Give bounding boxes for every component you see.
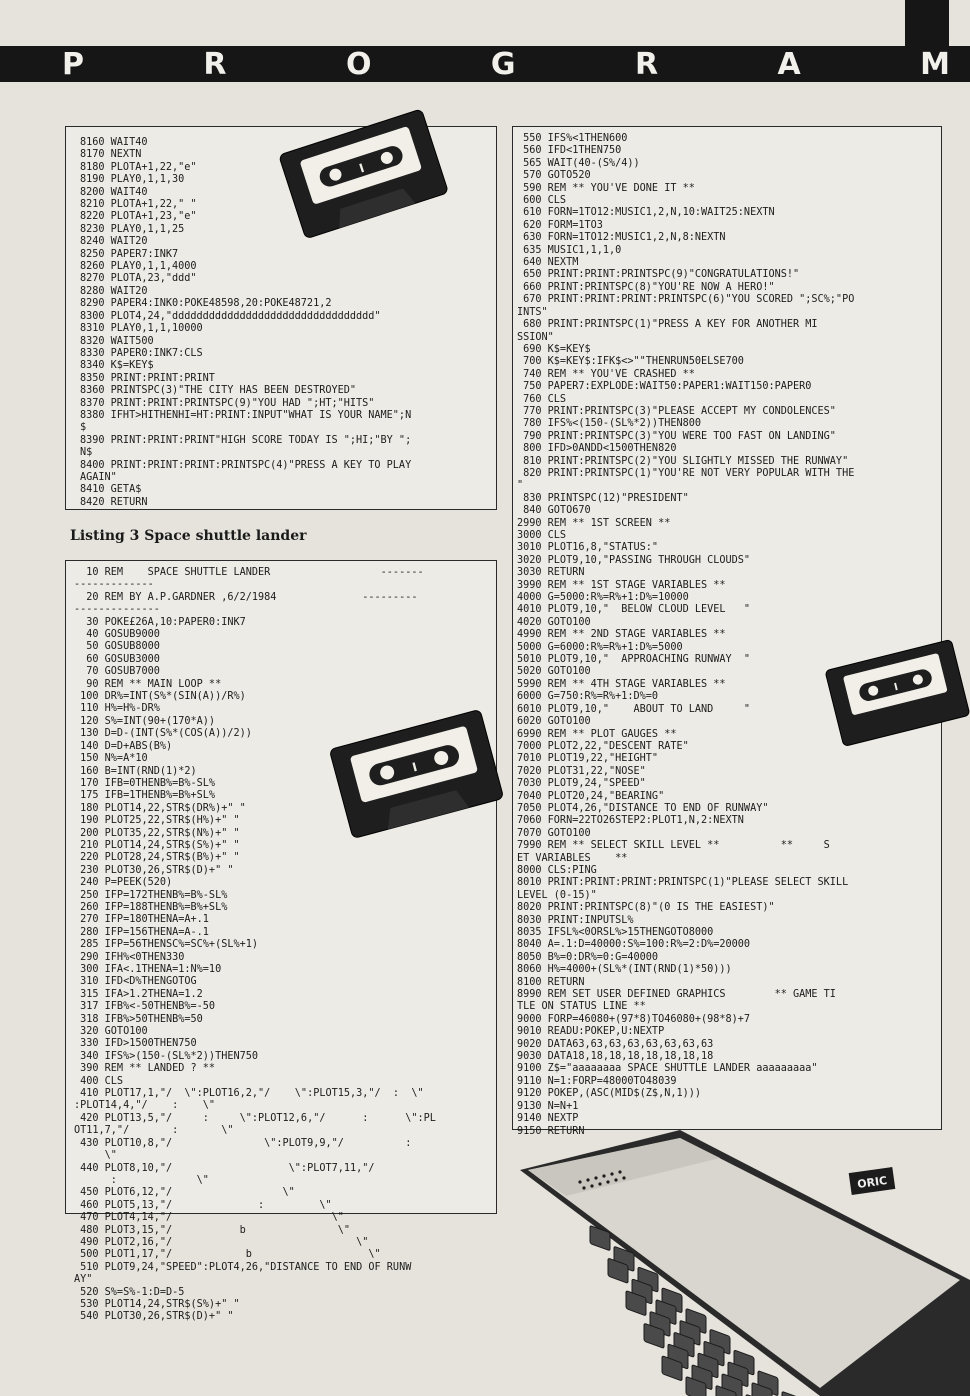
banner-letter: A: [777, 46, 803, 82]
code-line: 210 PLOT14,24,STR$(S%)+" ": [74, 839, 240, 851]
banner-letter: G: [490, 46, 518, 82]
code-line: 140 D=D+ABS(B%): [74, 740, 173, 752]
code-line: INTS": [517, 306, 548, 318]
code-line: 8380 IFHT>HITHENHI=HT:PRINT:INPUT"WHAT IS YOUR NAME";N: [80, 409, 412, 421]
code-line: --------------: [74, 604, 160, 616]
code-line: 30 POKE£26A,10:PAPER0:INK7: [74, 616, 246, 628]
code-line: TLE ON STATUS LINE **: [517, 1001, 646, 1013]
listing-left-box: [65, 560, 497, 1323]
code-line: 9100 Z$="aaaaaaaa SPACE SHUTTLE LANDER aaaaaaaaa": [517, 1063, 818, 1075]
code-line: 530 PLOT14,24,STR$(S%)+" ": [74, 1298, 240, 1310]
code-line: LEVEL (0-15)": [517, 889, 597, 901]
code-line: 7030 PLOT9,24,"SPEED": [517, 778, 646, 790]
code-line: 8310 PLAY0,1,1,10000: [80, 323, 203, 335]
code-line: 560 IFD<1THEN750: [517, 145, 622, 157]
code-line: 8410 GETA$: [80, 484, 142, 496]
code-line: 170 IFB=0THENB%=B%-SL%: [74, 777, 216, 789]
code-line: 450 PLOT6,12,"/ \": [74, 1187, 295, 1199]
code-line: \": [74, 1150, 117, 1162]
code-line: 750 PAPER7:EXPLODE:WAIT50:PAPER1:WAIT150:PAPER0: [517, 381, 812, 393]
code-line: 8030 PRINT:INPUTSL%: [517, 914, 634, 926]
code-line: 780 IFS%<(150-(SL%*2))THEN800: [517, 418, 702, 430]
code-line: 2990 REM ** 1ST SCREEN **: [517, 517, 671, 529]
code-line: 9140 NEXTP: [517, 1113, 579, 1125]
code-line: 8035 IFSL%<0ORSL%>15THENGOTO8000: [517, 927, 714, 938]
code-line: 680 PRINT:PRINTSPC(1)"PRESS A KEY FOR ANOTHER MI: [517, 319, 818, 331]
code-line: 600 CLS: [517, 195, 567, 207]
code-line: 10 REM SPACE SHUTTLE LANDER -------: [74, 567, 424, 578]
code-line: 90 REM ** MAIN LOOP **: [74, 678, 222, 690]
code-line: 760 CLS: [517, 393, 567, 405]
computer-badge: ORIC: [856, 1173, 888, 1192]
code-line: 8400 PRINT:PRINT:PRINT:PRINTSPC(4)"PRESS A KEY TO PLAY: [80, 459, 412, 471]
code-line: 740 REM ** YOU'VE CRASHED **: [517, 368, 695, 380]
code-line: 8340 K$=KEY$: [80, 360, 154, 372]
code-line: 640 NEXTM: [517, 257, 579, 269]
code-line: 9120 POKEP,(ASC(MID$(Z$,N,1))): [517, 1088, 702, 1100]
code-line: 635 MUSIC1,1,1,0: [517, 244, 622, 256]
code-line: 690 K$=KEY$: [517, 343, 591, 355]
code-line: :PLOT14,4,"/ : \": [74, 1100, 216, 1112]
code-line: 8290 PAPER4:INK0:POKE48598,20:POKE48721,2: [80, 298, 332, 310]
code-line: 100 DR%=INT(S%*(SIN(A))/R%): [74, 691, 246, 703]
code-line: 8000 CLS:PING: [517, 864, 597, 876]
code-line: 420 PLOT13,5,"/ : \":PLOT12,6,"/ : \":PL: [74, 1112, 436, 1124]
code-line: 7020 PLOT31,22,"NOSE": [517, 765, 646, 777]
code-line: 40 GOSUB9000: [74, 629, 160, 641]
keyboard-key: [782, 1391, 802, 1396]
code-line: 565 WAIT(40-(S%/4)): [517, 157, 640, 169]
code-line: 670 PRINT:PRINT:PRINT:PRINTSPC(6)"YOU SCORED ";SC%;"PO: [517, 294, 855, 306]
code-line: 150 N%=A*10: [74, 753, 148, 765]
code-line: 840 GOTO670: [517, 505, 591, 517]
code-line: 9110 N=1:FORP=48000TO48039: [517, 1075, 677, 1087]
cassette-label: I: [893, 681, 900, 694]
code-line: 470 PLOT4,14,"/ \": [74, 1212, 344, 1224]
code-line: 620 FORM=1TO3: [517, 219, 603, 231]
code-line: 6990 REM ** PLOT GAUGES **: [517, 728, 677, 740]
code-line: 240 P=PEEK(520): [74, 877, 173, 889]
code-line: 610 FORN=1TO12:MUSIC1,2,N,10:WAIT25:NEXTN: [517, 207, 775, 219]
code-line: 810 PRINT:PRINTSPC(2)"YOU SLIGHTLY MISSED THE RUNWAY": [517, 455, 849, 467]
code-line: 315 IFA>1.2THENA=1.2: [74, 988, 203, 1000]
code-line: 590 REM ** YOU'VE DONE IT **: [517, 182, 695, 194]
code-line: 770 PRINT:PRINTSPC(3)"PLEASE ACCEPT MY CONDOLENCES": [517, 405, 836, 417]
code-line: 700 K$=KEY$:IFK$<>""THENRUN50ELSE700: [517, 356, 744, 368]
code-line: SSION": [517, 331, 554, 343]
code-line: OT11,7,"/ : \": [74, 1125, 234, 1137]
code-line: 120 S%=INT(90+(170*A)): [74, 715, 216, 727]
banner-letter: O: [345, 46, 374, 82]
code-line: 8230 PLAY0,1,1,25: [80, 223, 185, 235]
code-line: 130 D=D-(INT(S%*(COS(A))/2)): [74, 728, 252, 740]
code-line: 110 H%=H%-DR%: [74, 703, 160, 715]
code-line: 8160 WAIT40: [80, 137, 148, 148]
code-line: 5990 REM ** 4TH STAGE VARIABLES **: [517, 678, 726, 690]
code-line: 8300 PLOT4,24,"ddddddddddddddddddddddddddddddddd": [80, 310, 381, 322]
code-line: 280 IFP=156THENA=A-.1: [74, 926, 209, 938]
cassette-tape-icon: [278, 112, 448, 232]
code-line: 340 IFS%>(150-(SL%*2))THEN750: [74, 1050, 259, 1062]
code-line: 8250 PAPER7:INK7: [80, 248, 179, 260]
code-line: 500 PLOT1,17,"/ b \": [74, 1249, 381, 1261]
code-line: 230 PLOT30,26,STR$(D)+" ": [74, 864, 234, 876]
code-line: 570 GOTO520: [517, 170, 591, 182]
code-line: 8350 PRINT:PRINT:PRINT: [80, 372, 215, 384]
code-line: 9150 RETURN: [517, 1125, 585, 1137]
banner-letter: R: [634, 46, 661, 82]
code-line: 4990 REM ** 2ND STAGE VARIABLES **: [517, 629, 726, 641]
code-line: 7070 GOTO100: [517, 827, 591, 839]
code-line: 8200 WAIT40: [80, 186, 148, 198]
code-line: 630 FORN=1TO12:MUSIC1,2,N,8:NEXTN: [517, 232, 726, 244]
cassette-label: I: [410, 759, 419, 775]
code-line: 3020 PLOT9,10,"PASSING THROUGH CLOUDS": [517, 554, 751, 566]
code-line: 50 GOSUB8000: [74, 641, 160, 653]
cassette-tape-icon: [824, 636, 970, 746]
code-line: 8990 REM SET USER DEFINED GRAPHICS ** GAME TI: [517, 989, 836, 1001]
code-line: 480 PLOT3,15,"/ b \": [74, 1224, 351, 1236]
listing-right-box: [512, 126, 942, 1137]
code-line: 390 REM ** LANDED ? **: [74, 1063, 216, 1075]
code-line: 160 B=INT(RND(1)*2): [74, 765, 197, 777]
code-line: 7000 PLOT2,22,"DESCENT RATE": [517, 740, 689, 752]
code-line: 650 PRINT:PRINT:PRINTSPC(9)"CONGRATULATIONS!": [517, 269, 800, 281]
code-line: 5020 GOTO100: [517, 666, 591, 678]
code-line: 8050 B%=0:DR%=0:G=40000: [517, 951, 659, 963]
code-line: 5010 PLOT9,10," APPROACHING RUNWAY ": [517, 654, 751, 666]
code-line: ET VARIABLES **: [517, 852, 628, 864]
code-line: 8220 PLOTA+1,23,"e": [80, 211, 197, 223]
code-line: 8260 PLAY0,1,1,4000: [80, 261, 197, 273]
code-line: 8370 PRINT:PRINT:PRINTSPC(9)"YOU HAD ";HT;"HITS": [80, 397, 375, 409]
code-line: 190 PLOT25,22,STR$(H%)+" ": [74, 815, 240, 827]
banner-letter: R: [203, 46, 229, 82]
listing-right-code: [517, 133, 854, 1138]
code-line: 820 PRINT:PRINTSPC(1)"YOU'RE NOT VERY POPULAR WITH THE: [517, 467, 855, 479]
code-line: AY": [74, 1274, 93, 1286]
code-line: 8390 PRINT:PRINT:PRINT"HIGH SCORE TODAY IS ";HI;"BY ";: [80, 434, 412, 446]
code-line: 200 PLOT35,22,STR$(N%)+" ": [74, 827, 240, 839]
code-line: 318 IFB%>50THENB%=50: [74, 1013, 203, 1025]
banner-letters: [62, 46, 952, 82]
code-line: 3000 CLS: [517, 530, 567, 541]
code-line: 7010 PLOT19,22,"HEIGHT": [517, 753, 659, 765]
code-line: 410 PLOT17,1,"/ \":PLOT16,2,"/ \":PLOT15,3,"/ : \": [74, 1088, 424, 1100]
code-line: 8420 RETURN: [80, 496, 148, 508]
code-line: 4010 PLOT9,10," BELOW CLOUD LEVEL ": [517, 604, 751, 616]
code-line: 9130 N=N+1: [517, 1100, 579, 1112]
code-line: 8240 WAIT20: [80, 236, 148, 248]
code-line: 220 PLOT28,24,STR$(B%)+" ": [74, 852, 240, 864]
code-line: 520 S%=S%-1:D=D-5: [74, 1286, 185, 1298]
code-line: 8280 WAIT20: [80, 285, 148, 297]
code-line: 7060 FORN=22TO26STEP2:PLOT1,N,2:NEXTN: [517, 815, 744, 827]
cassette-tape-icon: [326, 702, 506, 842]
code-line: : \": [74, 1174, 209, 1186]
code-line: 9000 FORP=46080+(97*8)TO46080+(98*8)+7: [517, 1013, 751, 1025]
code-line: 8020 PRINT:PRINTSPC(8)"(0 IS THE EASIEST)": [517, 902, 775, 914]
code-line: 490 PLOT2,16,"/ \": [74, 1236, 369, 1248]
listing-left-code: [74, 567, 436, 1324]
code-line: 290 IFH%<0THEN330: [74, 951, 185, 963]
code-line: 5000 G=6000:R%=R%+1:D%=5000: [517, 641, 683, 653]
banner-letter: P: [62, 46, 86, 82]
code-line: 175 IFB=1THENB%=B%+SL%: [74, 790, 216, 802]
code-line: 3010 PLOT16,8,"STATUS:": [517, 542, 659, 554]
code-line: 3030 RETURN: [517, 567, 585, 579]
code-line: 70 GOSUB7000: [74, 666, 160, 678]
code-line: 790 PRINT:PRINTSPC(3)"YOU WERE TOO FAST ON LANDING": [517, 430, 836, 442]
code-line: 550 IFS%<1THEN600: [517, 133, 628, 144]
code-line: 8010 PRINT:PRINT:PRINT:PRINTSPC(1)"PLEASE SELECT SKILL: [517, 877, 849, 889]
cassette-label: I: [357, 160, 367, 176]
code-line: 9030 DATA18,18,18,18,18,18,18,18: [517, 1051, 714, 1063]
oric-computer-icon: [520, 1130, 970, 1396]
code-line: 440 PLOT8,10,"/ \":PLOT7,11,"/: [74, 1162, 375, 1174]
code-line: 250 IFP=172THENB%=B%-SL%: [74, 889, 228, 901]
code-line: 8180 PLOTA+1,22,"e": [80, 161, 197, 173]
banner-letter: M: [920, 46, 952, 82]
listing-caption: Listing 3 Space shuttle lander: [70, 528, 307, 544]
code-line: 430 PLOT10,8,"/ \":PLOT9,9,"/ :: [74, 1137, 412, 1149]
code-line: 310 IFD<D%THENGOTOG: [74, 976, 197, 988]
code-line: 400 CLS: [74, 1075, 124, 1087]
code-line: AGAIN": [80, 471, 117, 483]
code-line: 510 PLOT9,24,"SPEED":PLOT4,26,"DISTANCE TO END OF RUNW: [74, 1261, 412, 1273]
code-line: 4000 G=5000:R%=R%+1:D%=10000: [517, 592, 689, 604]
program-banner: [0, 46, 970, 82]
code-line: 330 IFD>1500THEN750: [74, 1038, 197, 1050]
code-line: 8330 PAPER0:INK7:CLS: [80, 347, 203, 359]
code-line: 660 PRINT:PRINTSPC(8)"YOU'RE NOW A HERO!": [517, 281, 775, 293]
code-line: 6000 G=750:R%=R%+1:D%=0: [517, 691, 659, 703]
code-line: 8360 PRINTSPC(3)"THE CITY HAS BEEN DESTROYED": [80, 385, 357, 397]
code-line: 6010 PLOT9,10," ABOUT TO LAND ": [517, 703, 751, 715]
code-line: 270 IFP=180THENA=A+.1: [74, 914, 209, 926]
code-line: ": [517, 480, 524, 492]
code-line: 8060 H%=4000+(SL%*(INT(RND(1)*50))): [517, 964, 732, 976]
code-line: 9020 DATA63,63,63,63,63,63,63,63: [517, 1038, 714, 1050]
code-line: 7040 PLOT20,24,"BEARING": [517, 790, 665, 802]
code-line: 7990 REM ** SELECT SKILL LEVEL ** ** S: [517, 840, 830, 852]
code-line: 20 REM BY A.P.GARDNER ,6/2/1984 ---------: [74, 591, 418, 603]
code-line: 8040 A=.1:D=40000:S%=100:R%=2:D%=20000: [517, 939, 751, 951]
code-line: 3990 REM ** 1ST STAGE VARIABLES **: [517, 579, 726, 591]
code-line: 800 IFD>0ANDD<1500THEN820: [517, 443, 677, 455]
code-line: 8270 PLOTA,23,"ddd": [80, 273, 197, 285]
code-line: 7050 PLOT4,26,"DISTANCE TO END OF RUNWAY": [517, 802, 769, 814]
code-line: N$: [80, 447, 93, 459]
code-line: 540 PLOT30,26,STR$(D)+" ": [74, 1311, 234, 1323]
code-line: 6020 GOTO100: [517, 716, 591, 728]
code-line: 9010 READU:POKEP,U:NEXTP: [517, 1026, 665, 1038]
code-line: 4020 GOTO100: [517, 616, 591, 628]
code-line: 300 IFA<.1THENA=1:N%=10: [74, 964, 222, 975]
code-line: 8100 RETURN: [517, 976, 585, 988]
code-line: 460 PLOT5,13,"/ : \": [74, 1199, 332, 1211]
code-line: 8170 NEXTN: [80, 149, 142, 161]
code-line: 285 IFP=56THENSC%=SC%+(SL%+1): [74, 939, 259, 951]
code-line: -------------: [74, 579, 154, 591]
code-line: 8320 WAIT500: [80, 335, 154, 347]
code-line: $: [80, 422, 87, 434]
code-line: 60 GOSUB3000: [74, 653, 160, 665]
code-line: 8210 PLOTA+1,22," ": [80, 199, 197, 211]
code-line: 320 GOTO100: [74, 1026, 148, 1038]
code-line: 8190 PLAY0,1,1,30: [80, 174, 185, 186]
code-line: 180 PLOT14,22,STR$(DR%)+" ": [74, 802, 246, 814]
code-line: 830 PRINTSPC(12)"PRESIDENT": [517, 492, 689, 504]
code-line: 260 IFP=188THENB%=B%+SL%: [74, 901, 228, 913]
code-line: 317 IFB%<-50THENB%=-50: [74, 1001, 216, 1013]
